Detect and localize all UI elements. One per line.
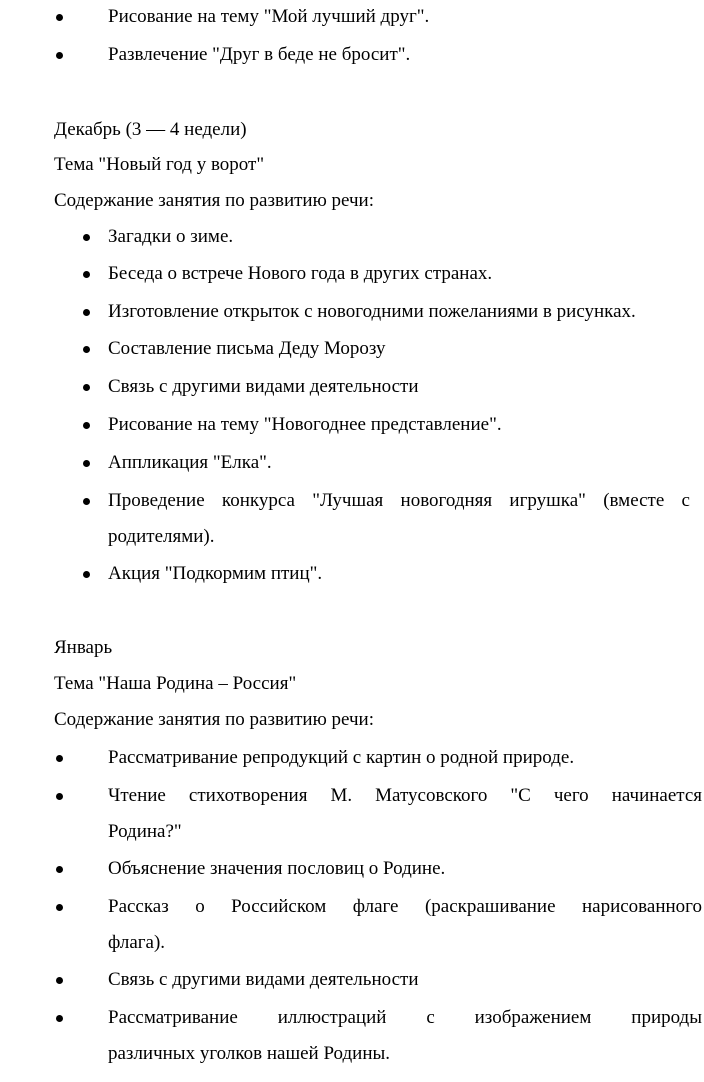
bullet bbox=[83, 384, 90, 391]
list-item: Связь с другими видами деятельности bbox=[108, 376, 419, 397]
section-theme-december: Тема "Новый год у ворот" bbox=[54, 154, 265, 175]
list-item-continuation: флага). bbox=[108, 932, 166, 953]
list-item: Загадки о зиме. bbox=[108, 226, 234, 247]
list-item: Рисование на тему "Мой лучший друг". bbox=[108, 6, 430, 27]
section-heading-january: Январь bbox=[54, 637, 113, 658]
bullet bbox=[56, 14, 63, 21]
list-item: Аппликация "Елка". bbox=[108, 452, 272, 473]
list-item: Рисование на тему "Новогоднее представление". bbox=[108, 414, 502, 435]
list-item-continuation: родителями). bbox=[108, 526, 215, 547]
bullet bbox=[56, 793, 63, 800]
bullet bbox=[56, 904, 63, 911]
bullet bbox=[56, 1015, 63, 1022]
list-item: Беседа о встрече Нового года в других странах. bbox=[108, 263, 493, 284]
bullet bbox=[56, 52, 63, 59]
list-item: Рассматривание репродукций с картин о родной природе. bbox=[108, 747, 575, 768]
section-heading-december: Декабрь (3 — 4 недели) bbox=[54, 119, 247, 140]
bullet bbox=[83, 571, 90, 578]
list-item: Акция "Подкормим птиц". bbox=[108, 563, 323, 584]
bullet bbox=[83, 422, 90, 429]
list-item: Рассказ о Российском флаге (раскрашивание нарисованного bbox=[108, 896, 702, 917]
content-label-december: Содержание занятия по развитию речи: bbox=[54, 190, 374, 211]
section-theme-january: Тема "Наша Родина – Россия" bbox=[54, 673, 297, 694]
bullet bbox=[56, 977, 63, 984]
list-item-continuation: различных уголков нашей Родины. bbox=[108, 1043, 391, 1064]
list-item: Составление письма Деду Морозу bbox=[108, 338, 386, 359]
bullet bbox=[56, 755, 63, 762]
list-item-continuation: Родина?" bbox=[108, 821, 182, 842]
list-item: Чтение стихотворения М. Матусовского "С чего начинается bbox=[108, 785, 702, 806]
list-item: Проведение конкурса "Лучшая новогодняя игрушка" (вместе с bbox=[108, 490, 690, 511]
list-item: Изготовление открыток с новогодними пожеланиями в рисунках. bbox=[108, 301, 636, 322]
list-item: Рассматривание иллюстраций с изображением природы bbox=[108, 1007, 702, 1028]
content-label-january: Содержание занятия по развитию речи: bbox=[54, 709, 374, 730]
list-item: Развлечение "Друг в беде не бросит". bbox=[108, 44, 411, 65]
bullet bbox=[83, 234, 90, 241]
bullet bbox=[83, 460, 90, 467]
list-item: Связь с другими видами деятельности bbox=[108, 969, 419, 990]
bullet bbox=[56, 866, 63, 873]
bullet bbox=[83, 271, 90, 278]
list-item: Объяснение значения пословиц о Родине. bbox=[108, 858, 446, 879]
bullet bbox=[83, 498, 90, 505]
bullet bbox=[83, 346, 90, 353]
bullet bbox=[83, 309, 90, 316]
